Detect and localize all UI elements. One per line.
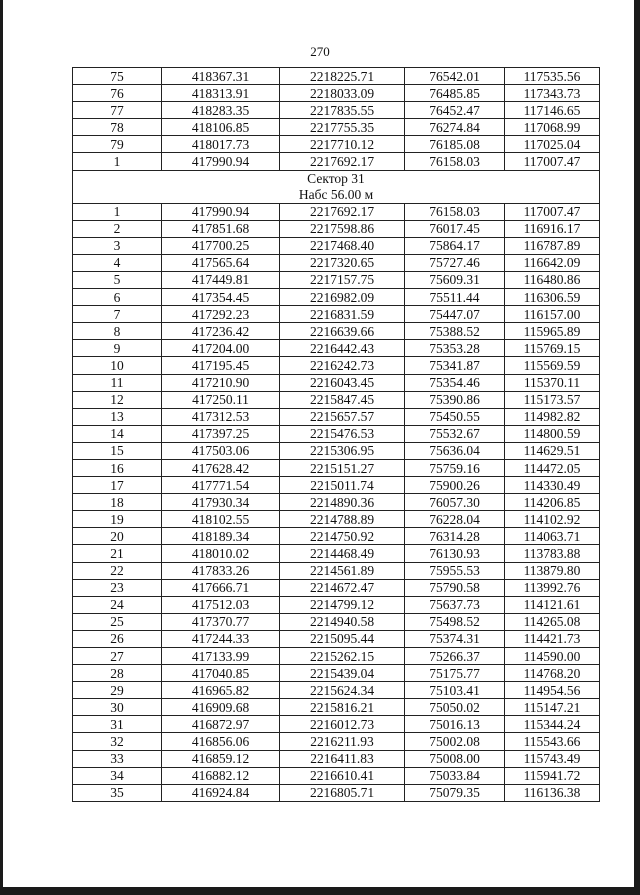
coordinate-cell: 114954.56 [505, 682, 600, 699]
coordinate-cell: 2216982.09 [280, 289, 405, 306]
coordinate-cell: 114330.49 [505, 477, 600, 494]
coordinate-cell: 76158.03 [405, 153, 505, 170]
coordinate-cell: 76158.03 [405, 203, 505, 220]
coordinate-cell: 2218225.71 [280, 68, 405, 85]
coordinate-cell: 416924.84 [162, 784, 280, 801]
coordinate-cell: 2217598.86 [280, 220, 405, 237]
point-number-cell: 14 [73, 425, 162, 442]
coordinate-cell: 417250.11 [162, 391, 280, 408]
coordinate-cell: 417244.33 [162, 630, 280, 647]
coordinate-cell: 114421.73 [505, 630, 600, 647]
coordinate-cell: 417210.90 [162, 374, 280, 391]
point-number-cell: 12 [73, 391, 162, 408]
coordinate-cell: 115769.15 [505, 340, 600, 357]
coordinate-cell: 2216805.71 [280, 784, 405, 801]
table-row [73, 579, 600, 596]
coordinate-cell: 418010.02 [162, 545, 280, 562]
table-row [73, 68, 600, 85]
coordinate-cell: 417512.03 [162, 596, 280, 613]
coordinate-cell: 2214799.12 [280, 596, 405, 613]
coordinate-cell: 2216211.93 [280, 733, 405, 750]
table-row [73, 220, 600, 237]
coordinate-cell: 416872.97 [162, 716, 280, 733]
table-row [73, 119, 600, 136]
coordinate-cell: 417236.42 [162, 323, 280, 340]
coordinate-cell: 75759.16 [405, 459, 505, 476]
coordinate-cell: 115569.59 [505, 357, 600, 374]
point-number-cell: 19 [73, 511, 162, 528]
coordinate-cell: 2215657.57 [280, 408, 405, 425]
table-row [73, 374, 600, 391]
scan-border-left [0, 0, 3, 895]
table-row [73, 545, 600, 562]
point-number-cell: 20 [73, 528, 162, 545]
coordinate-cell: 117146.65 [505, 102, 600, 119]
coordinate-cell: 2217692.17 [280, 153, 405, 170]
coordinate-cell: 2215624.34 [280, 682, 405, 699]
table-row [73, 340, 600, 357]
coordinate-cell: 416856.06 [162, 733, 280, 750]
coordinate-cell: 417370.77 [162, 613, 280, 630]
coordinate-cell: 117007.47 [505, 203, 600, 220]
coordinate-cell: 114629.51 [505, 442, 600, 459]
coordinate-cell: 115370.11 [505, 374, 600, 391]
table-row [73, 254, 600, 271]
coordinate-cell: 417851.68 [162, 220, 280, 237]
table-row [73, 596, 600, 613]
coordinate-cell: 2218033.09 [280, 85, 405, 102]
scan-border-bottom [0, 887, 640, 895]
point-number-cell: 10 [73, 357, 162, 374]
coordinate-cell: 114982.82 [505, 408, 600, 425]
coordinate-cell: 416965.82 [162, 682, 280, 699]
point-number-cell: 35 [73, 784, 162, 801]
point-number-cell: 77 [73, 102, 162, 119]
coordinate-cell: 75079.35 [405, 784, 505, 801]
coordinate-cell: 75790.58 [405, 579, 505, 596]
point-number-cell: 24 [73, 596, 162, 613]
coordinate-cell: 114102.92 [505, 511, 600, 528]
table-row [73, 408, 600, 425]
coordinate-cell: 418283.35 [162, 102, 280, 119]
coordinate-cell: 2214561.89 [280, 562, 405, 579]
coordinate-cell: 2215816.21 [280, 699, 405, 716]
coordinate-cell: 116306.59 [505, 289, 600, 306]
coordinate-cell: 117343.73 [505, 85, 600, 102]
coordinate-cell: 2214788.89 [280, 511, 405, 528]
point-number-cell: 75 [73, 68, 162, 85]
coordinate-cell: 417565.64 [162, 254, 280, 271]
table-row [73, 716, 600, 733]
point-number-cell: 4 [73, 254, 162, 271]
coordinate-cell: 117535.56 [505, 68, 600, 85]
coordinate-cell: 417397.25 [162, 425, 280, 442]
coordinate-cell: 113879.80 [505, 562, 600, 579]
table-body-before [73, 68, 600, 171]
point-number-cell: 6 [73, 289, 162, 306]
coordinate-cell: 116136.38 [505, 784, 600, 801]
table-row [73, 459, 600, 476]
coordinate-cell: 76452.47 [405, 102, 505, 119]
table-row [73, 528, 600, 545]
coordinate-cell: 116787.89 [505, 237, 600, 254]
point-number-cell: 29 [73, 682, 162, 699]
table-row [73, 85, 600, 102]
sector-header-body [73, 170, 600, 203]
point-number-cell: 33 [73, 750, 162, 767]
coordinate-cell: 417449.81 [162, 271, 280, 288]
coordinate-cell: 117025.04 [505, 136, 600, 153]
coordinate-cell: 2214672.47 [280, 579, 405, 596]
table-row [73, 442, 600, 459]
table-row [73, 477, 600, 494]
point-number-cell: 15 [73, 442, 162, 459]
coordinate-cell: 416909.68 [162, 699, 280, 716]
table-row [73, 784, 600, 801]
coordinate-cell: 75033.84 [405, 767, 505, 784]
coordinate-cell: 114800.59 [505, 425, 600, 442]
point-number-cell: 27 [73, 648, 162, 665]
coordinate-cell: 2217157.75 [280, 271, 405, 288]
coordinate-cell: 2216012.73 [280, 716, 405, 733]
point-number-cell: 28 [73, 665, 162, 682]
coordinate-cell: 2214750.92 [280, 528, 405, 545]
point-number-cell: 30 [73, 699, 162, 716]
coordinate-cell: 76274.84 [405, 119, 505, 136]
coordinate-cell: 114768.20 [505, 665, 600, 682]
point-number-cell: 5 [73, 271, 162, 288]
coordinate-cell: 75341.87 [405, 357, 505, 374]
coordinate-cell: 75727.46 [405, 254, 505, 271]
coordinate-cell: 76017.45 [405, 220, 505, 237]
sector-header-row [73, 170, 600, 203]
coordinate-cell: 75175.77 [405, 665, 505, 682]
coordinate-cell: 2217755.35 [280, 119, 405, 136]
coordinate-cell: 75450.55 [405, 408, 505, 425]
coordinate-cell: 75353.28 [405, 340, 505, 357]
point-number-cell: 34 [73, 767, 162, 784]
coordinates-table [72, 67, 600, 802]
coordinate-cell: 75103.41 [405, 682, 505, 699]
coordinate-cell: 75050.02 [405, 699, 505, 716]
coordinate-cell: 75511.44 [405, 289, 505, 306]
coordinate-cell: 76542.01 [405, 68, 505, 85]
coordinate-cell: 2215847.45 [280, 391, 405, 408]
table-row [73, 630, 600, 647]
coordinate-cell: 114121.61 [505, 596, 600, 613]
coordinate-cell: 2215095.44 [280, 630, 405, 647]
coordinate-cell: 417292.23 [162, 306, 280, 323]
coordinate-cell: 418189.34 [162, 528, 280, 545]
coordinate-cell: 417771.54 [162, 477, 280, 494]
coordinate-cell: 75374.31 [405, 630, 505, 647]
point-number-cell: 22 [73, 562, 162, 579]
coordinate-cell: 416859.12 [162, 750, 280, 767]
coordinate-cell: 418367.31 [162, 68, 280, 85]
coordinate-cell: 75008.00 [405, 750, 505, 767]
point-number-cell: 9 [73, 340, 162, 357]
coordinate-cell: 418102.55 [162, 511, 280, 528]
coordinate-cell: 417354.45 [162, 289, 280, 306]
point-number-cell: 2 [73, 220, 162, 237]
coordinate-cell: 75864.17 [405, 237, 505, 254]
coordinate-cell: 2216043.45 [280, 374, 405, 391]
table-row [73, 733, 600, 750]
coordinate-cell: 418313.91 [162, 85, 280, 102]
coordinate-cell: 2216442.43 [280, 340, 405, 357]
coordinate-cell: 117007.47 [505, 153, 600, 170]
table-row [73, 306, 600, 323]
point-number-cell: 1 [73, 203, 162, 220]
point-number-cell: 13 [73, 408, 162, 425]
coordinate-cell: 2215151.27 [280, 459, 405, 476]
coordinate-cell: 114590.00 [505, 648, 600, 665]
coordinate-cell: 75388.52 [405, 323, 505, 340]
coordinate-cell: 418017.73 [162, 136, 280, 153]
table-row [73, 648, 600, 665]
coordinate-cell: 116480.86 [505, 271, 600, 288]
table-row [73, 391, 600, 408]
coordinate-cell: 116157.00 [505, 306, 600, 323]
coordinate-cell: 417195.45 [162, 357, 280, 374]
coordinate-cell: 115147.21 [505, 699, 600, 716]
coordinate-cell: 76185.08 [405, 136, 505, 153]
point-number-cell: 21 [73, 545, 162, 562]
coordinate-cell: 417930.34 [162, 494, 280, 511]
coordinate-cell: 115543.66 [505, 733, 600, 750]
table-row [73, 323, 600, 340]
coordinate-cell: 418106.85 [162, 119, 280, 136]
point-number-cell: 76 [73, 85, 162, 102]
coordinate-cell: 2214890.36 [280, 494, 405, 511]
coordinate-cell: 2215476.53 [280, 425, 405, 442]
coordinate-cell: 2215011.74 [280, 477, 405, 494]
coordinate-cell: 76485.85 [405, 85, 505, 102]
sector-title: Сектор 31 [307, 170, 365, 186]
coordinate-cell: 417312.53 [162, 408, 280, 425]
coordinate-cell: 116642.09 [505, 254, 600, 271]
table-row [73, 767, 600, 784]
coordinate-cell: 75390.86 [405, 391, 505, 408]
table-row [73, 682, 600, 699]
coordinate-cell: 76228.04 [405, 511, 505, 528]
coordinate-cell: 75609.31 [405, 271, 505, 288]
table-row [73, 750, 600, 767]
point-number-cell: 3 [73, 237, 162, 254]
table-row [73, 425, 600, 442]
coordinate-cell: 417666.71 [162, 579, 280, 596]
coordinate-cell: 2214468.49 [280, 545, 405, 562]
coordinate-cell: 114206.85 [505, 494, 600, 511]
coordinate-cell: 2214940.58 [280, 613, 405, 630]
table-row [73, 511, 600, 528]
coordinate-cell: 2217710.12 [280, 136, 405, 153]
point-number-cell: 79 [73, 136, 162, 153]
coordinate-cell: 417204.00 [162, 340, 280, 357]
point-number-cell: 17 [73, 477, 162, 494]
coordinate-cell: 2216411.83 [280, 750, 405, 767]
coordinate-cell: 75636.04 [405, 442, 505, 459]
scan-border-right [634, 0, 640, 895]
coordinate-cell: 114063.71 [505, 528, 600, 545]
coordinate-cell: 75266.37 [405, 648, 505, 665]
coordinate-cell: 417833.26 [162, 562, 280, 579]
coordinate-cell: 2217468.40 [280, 237, 405, 254]
coordinate-cell: 75900.26 [405, 477, 505, 494]
coordinate-cell: 75637.73 [405, 596, 505, 613]
coordinate-cell: 115965.89 [505, 323, 600, 340]
coordinate-cell: 75016.13 [405, 716, 505, 733]
table-row [73, 613, 600, 630]
coordinate-cell: 116916.17 [505, 220, 600, 237]
coordinate-cell: 417040.85 [162, 665, 280, 682]
coordinate-cell: 2215439.04 [280, 665, 405, 682]
table-row [73, 289, 600, 306]
coordinate-cell: 76057.30 [405, 494, 505, 511]
table-row [73, 562, 600, 579]
table-row [73, 237, 600, 254]
coordinate-cell: 417133.99 [162, 648, 280, 665]
coordinate-cell: 417990.94 [162, 153, 280, 170]
coordinate-cell: 2215262.15 [280, 648, 405, 665]
coordinate-cell: 114265.08 [505, 613, 600, 630]
coordinate-cell: 115344.24 [505, 716, 600, 733]
coordinate-cell: 417990.94 [162, 203, 280, 220]
point-number-cell: 7 [73, 306, 162, 323]
point-number-cell: 8 [73, 323, 162, 340]
coordinate-cell: 113992.76 [505, 579, 600, 596]
point-number-cell: 23 [73, 579, 162, 596]
table-row [73, 494, 600, 511]
table-row [73, 136, 600, 153]
point-number-cell: 32 [73, 733, 162, 750]
table-row [73, 153, 600, 170]
page-number: 270 [310, 44, 330, 59]
coordinate-cell: 2217835.55 [280, 102, 405, 119]
coordinate-cell: 417700.25 [162, 237, 280, 254]
coordinate-cell: 75498.52 [405, 613, 505, 630]
point-number-cell: 16 [73, 459, 162, 476]
point-number-cell: 25 [73, 613, 162, 630]
table-row [73, 665, 600, 682]
coordinate-cell: 417628.42 [162, 459, 280, 476]
coordinate-cell: 114472.05 [505, 459, 600, 476]
coordinate-cell: 2216610.41 [280, 767, 405, 784]
coordinate-cell: 75447.07 [405, 306, 505, 323]
point-number-cell: 18 [73, 494, 162, 511]
coordinate-cell: 75955.53 [405, 562, 505, 579]
point-number-cell: 1 [73, 153, 162, 170]
table-row [73, 271, 600, 288]
sector-header-cell [73, 170, 600, 203]
coordinate-cell: 115743.49 [505, 750, 600, 767]
point-number-cell: 31 [73, 716, 162, 733]
table-row [73, 357, 600, 374]
sector-subtitle: Набс 56.00 м [298, 186, 374, 202]
coordinate-cell: 2216242.73 [280, 357, 405, 374]
table-row [73, 102, 600, 119]
coordinate-cell: 416882.12 [162, 767, 280, 784]
coordinate-cell: 417503.06 [162, 442, 280, 459]
coordinate-cell: 117068.99 [505, 119, 600, 136]
coordinate-cell: 115941.72 [505, 767, 600, 784]
coordinate-cell: 2216639.66 [280, 323, 405, 340]
coordinate-cell: 113783.88 [505, 545, 600, 562]
table-row [73, 203, 600, 220]
coordinate-cell: 75002.08 [405, 733, 505, 750]
coordinate-cell: 76130.93 [405, 545, 505, 562]
table-body-after [73, 203, 600, 801]
coordinate-cell: 2215306.95 [280, 442, 405, 459]
coordinate-cell: 2217692.17 [280, 203, 405, 220]
coordinate-cell: 2216831.59 [280, 306, 405, 323]
coordinate-cell: 75532.67 [405, 425, 505, 442]
point-number-cell: 26 [73, 630, 162, 647]
table-row [73, 699, 600, 716]
coordinate-cell: 75354.46 [405, 374, 505, 391]
coordinate-cell: 2217320.65 [280, 254, 405, 271]
point-number-cell: 11 [73, 374, 162, 391]
coordinate-cell: 115173.57 [505, 391, 600, 408]
point-number-cell: 78 [73, 119, 162, 136]
coordinate-cell: 76314.28 [405, 528, 505, 545]
